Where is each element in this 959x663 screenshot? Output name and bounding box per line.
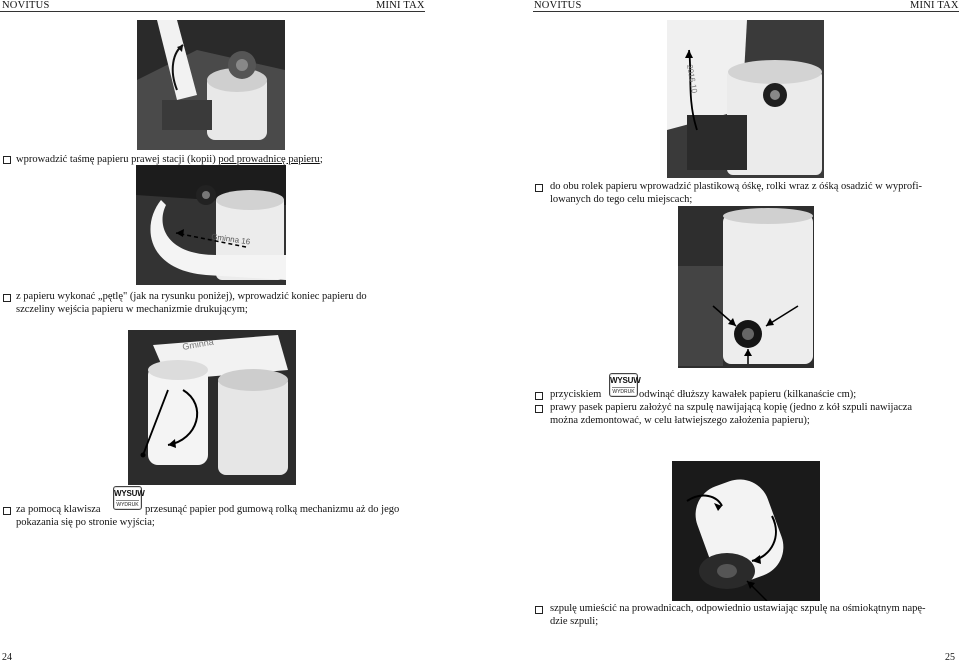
- bullet-5: [535, 392, 543, 400]
- photo-paper-rolls-axle: [667, 20, 824, 178]
- wysuw-wydruk-key-right: WYSUW WYDRUK: [609, 373, 638, 397]
- svg-text:2016 10: 2016 10: [685, 63, 699, 94]
- bullet-7: [535, 606, 543, 614]
- photo-roll-spindle: [678, 206, 814, 368]
- bullet-1: [3, 156, 11, 164]
- right-item-2-after: odwinąć dłuższy kawałek papieru (kilkanaście cm);: [639, 389, 857, 400]
- bullet-3: [3, 507, 11, 515]
- svg-text:Gminna 16: Gminna 16: [210, 232, 251, 247]
- underlined-paper-guide: pod prowadnicę papieru: [218, 154, 320, 165]
- bullet-2: [3, 294, 11, 302]
- bullet-6: [535, 405, 543, 413]
- bullet-4: [535, 184, 543, 192]
- right-header-model: MINI TAX: [910, 0, 959, 11]
- left-page-number: 24: [2, 652, 12, 663]
- photo-paper-feed: [128, 330, 296, 485]
- right-header-brand: NOVITUS: [534, 0, 582, 11]
- svg-text:Gminna: Gminna: [181, 336, 215, 352]
- photo-paper-loop: [136, 165, 286, 285]
- left-header-model: MINI TAX: [376, 0, 425, 11]
- left-header-brand: NOVITUS: [2, 0, 50, 11]
- right-item-2-before: przyciskiem: [550, 389, 602, 400]
- right-page-number: 25: [945, 652, 955, 663]
- left-item-3-after: przesunąć papier pod gumową rolką mechanizmu aż do jego: [145, 504, 400, 515]
- right-item-1: do obu rolek papieru wprowadzić plastikową óśkę, rolki wraz z óśką osadzić w wyprofi- lowanych do tego celu miejscach;: [550, 181, 923, 205]
- left-item-3-line1: za pomocą klawisza: [16, 504, 101, 515]
- left-item-1: wprowadzić taśmę papieru prawej stacji (kopii) pod prowadnicę papieru;: [16, 154, 323, 165]
- left-header-rule: [0, 11, 425, 12]
- right-item-4: szpulę umieścić na prowadnicach, odpowiednio ustawiając szpulę na ośmiokątnym napę- dzie szpuli;: [550, 603, 926, 627]
- photo-spool-on-guides: [672, 461, 820, 601]
- wysuw-wydruk-key-left: WYSUW WYDRUK: [113, 486, 142, 510]
- right-item-3: prawy pasek papieru założyć na szpulę nawijającą kopię (jedno z kół szpuli nawijacza można zdemontować, w celu łatwiejszego założenia papieru);: [550, 402, 913, 426]
- photo-printer-paper-path: [137, 20, 285, 150]
- right-header-rule: [533, 11, 959, 12]
- left-item-2: z papieru wykonać „pętlę" (jak na rysunku poniżej), wprowadzić koniec papieru do szczeliny wejścia papieru w mechanizmie drukującym;: [16, 291, 367, 315]
- left-item-3-line2: pokazania się po stronie wyjścia;: [16, 517, 155, 528]
